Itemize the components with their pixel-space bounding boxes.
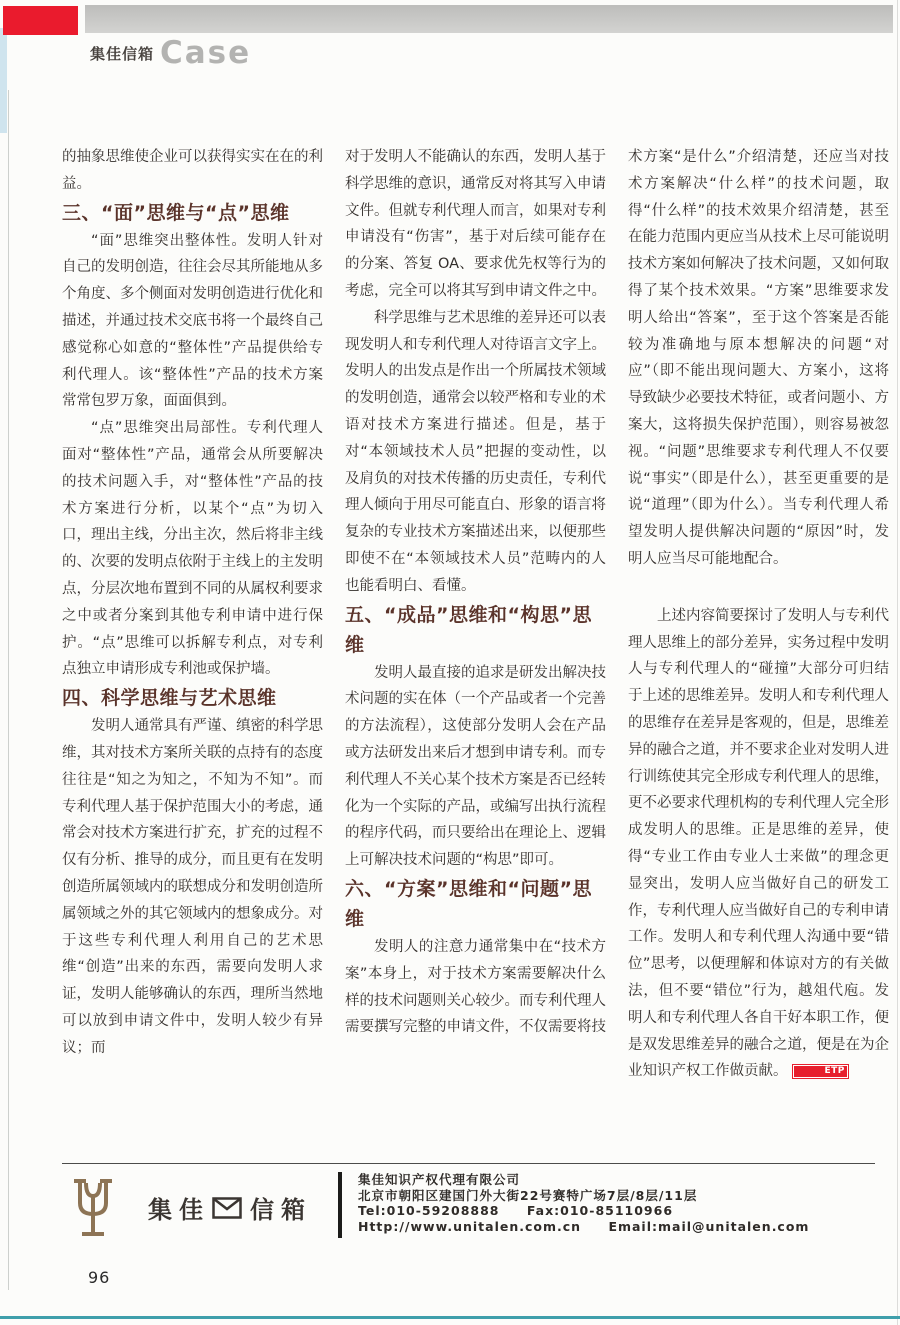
paragraph: 科学思维与艺术思维的差异还可以表现发明人和专利代理人对待语言文字上。发明人的出发点是作出一个所属技术领域的发明创造，通常会以较严格和专业的术语对技术方案进行描述。但是，基于对“本领域技术人员”把握的变动性，以及肩负的对技术传播的历史责任，专利代理人倾向于用尽可能直白、形象的语言将复杂的专业技术方案描述出来，以便那些即使不在“本领域技术人员”范畴内的人也能看明白、看懂。 — [345, 309, 606, 594]
footer-divider-rule — [62, 1163, 875, 1164]
section-heading-5: 五、“成品”思维和“构思”思维 — [345, 603, 592, 656]
paragraph: “点”思维突出局部性。专利代理人面对“整体性”产品，通常会从所要解决的技术问题入手，对“整体性”产品的技术方案进行分析，以某个“点”为切入口，理出主线，分出主次，然后将非主线的、次要的发明点依附于主线上的主发明点，分层次地布置到不同的从属权利要求之中或者分案到其他专利申请中进行保护。“点”思维可以拆解专利点，对专利点独立申请形成专利池或保护墙。 — [62, 420, 323, 678]
article-column-2 — [345, 144, 606, 1041]
section-heading-4: 四、科学思维与艺术思维 — [62, 687, 277, 710]
header-gray-bar — [85, 5, 893, 33]
article-column-1 — [62, 144, 323, 1062]
paragraph: “面”思维突出整体性。发明人针对自己的发明创造，往往会尽其所能地从多个角度、多个侧面对发明创造进行优化和描述，并通过技术交底书将一个最终自己感觉称心如意的“整体性”产品提供给专利代理人。该“整体性”产品的技术方案常常包罗万象，面面俱到。 — [62, 232, 323, 410]
article-column-3 — [628, 144, 889, 1085]
footer-vertical-bar — [338, 1172, 342, 1238]
envelope-icon — [212, 1197, 242, 1219]
footer-contact-info — [358, 1172, 809, 1234]
footer-email: Email:mail@unitalen.com — [608, 1218, 810, 1234]
closing-paragraph-text: 上述内容简要探讨了发明人与专利代理人思维上的部分差异，实务过程中发明人与专利代理人的“碰撞”大部分可归结于上述的思维差异。发明人和专利代理人的思维存在差异是客观的，但是，思维差异的融合之道，并不要求企业对发明人进行训练使其完全形成专利代理人的思维，更不必要求代理机构的专利代理人完全形成发明人的思维。正是思维的差异，使得“专业工作由专业人士来做”的理念更显突出，发明人应当做好自己的研发工作，专利代理人应当做好自己的专利申请工作。发明人和专利代理人沟通中要“错位”思考，以便理解和体谅对方的有关做法，但不要“错位”行为，越俎代庖。发明人和专利代理人各自干好本职工作，便是双发思维差异的融合之道，便是在为企业知识产权工作做贡献。 — [628, 607, 889, 1080]
paragraph: 发明人最直接的追求是研发出解决技术问题的实在体（一个产品或者一个完善的方法流程），这使部分发明人会在产品或方法研发出来后才想到申请专利。而专利代理人不关心某个技术方案是否已经转化为一个实际的产品，或编写出执行流程的程序代码，而只要给出在理论上、逻辑上可解决技术问题的“构思”即可。 — [345, 664, 606, 869]
paragraph: 对于发明人不能确认的东西，发明人基于科学思维的意识，通常反对将其写入申请文件。但就专利代理人而言，如果对专利申请没有“伤害”，基于对后续可能存在的分案、答复 OA、要求优先权等行为的考虑，完全可以将其写到申请文件之中。 — [345, 149, 606, 299]
footer-fax: Fax:010-85110966 — [526, 1203, 674, 1218]
section-heading-6: 六、“方案”思维和“问题”思维 — [345, 877, 592, 930]
footer-company-name: 集佳知识产权代理有限公司 — [358, 1172, 521, 1187]
page-number: 96 — [88, 1268, 111, 1287]
scan-edge-left — [8, 90, 9, 1290]
footer-brand — [148, 1190, 312, 1225]
header-brand-row — [90, 35, 252, 71]
paragraph: 的抽象思维使企业可以获得实实在在的利益。 — [62, 149, 323, 192]
paragraph: 发明人的注意力通常集中在“技术方案”本身上，对于技术方案需要解决什么样的技术问题则关心较少。而专利代理人需要撰写完整的申请文件，不仅需要将技 — [345, 938, 606, 1036]
header-brand-label: 集佳信箱 — [90, 45, 155, 63]
footer — [70, 1172, 809, 1238]
end-of-article-badge: ETP — [792, 1064, 849, 1079]
footer-phone-fax — [358, 1203, 809, 1219]
footer-teal-line — [0, 1316, 900, 1319]
scan-edge-blue — [0, 28, 7, 133]
footer-brand-right: 信箱 — [250, 1196, 312, 1224]
section-heading-3: 三、“面”思维与“点”思维 — [62, 201, 290, 224]
closing-paragraph — [628, 603, 889, 1085]
paragraph: 术方案“是什么”介绍清楚，还应当对技术方案解决“什么样”的技术问题，取得“什么样”的技术效果介绍清楚，甚至在能力范围内更应当从技术上尽可能说明技术方案如何解决了技术问题，又如何取得了某个技术效果。“方案”思维要求发明人给出“答案”，至于这个答案是否能较为准确地与原本想解决的问题“对应”（即不能出现问题大、方案小，这将导致缺少必要技术特征，或者问题小、方案大，这将损失保护范围），则容易被忽视。“问题”思维要求专利代理人不仅要说“事实”（即是什么），甚至更重要的是说“道理”（即为什么）。当专利代理人希望发明人提供解决问题的“原因”时，发明人应当尽可能地配合。 — [628, 149, 889, 567]
footer-website: Http://www.unitalen.com.cn — [358, 1218, 582, 1234]
footer-phone: Tel:010-59208888 — [358, 1203, 500, 1218]
footer-web-email — [358, 1219, 809, 1235]
header-red-block — [3, 6, 78, 35]
footer-address: 北京市朝阳区建国门外大街22号赛特广场7层/8层/11层 — [358, 1187, 698, 1203]
footer-brand-left: 集佳 — [148, 1196, 210, 1224]
scan-edge-right — [897, 0, 898, 1325]
unitalen-logo-icon — [70, 1176, 116, 1238]
header-section-label: Case — [160, 35, 252, 71]
paragraph: 发明人通常具有严谨、缜密的科学思维，其对技术方案所关联的点持有的态度往往是“知之为知之，不知为不知”。而专利代理人基于保护范围大小的考虑，通常会对技术方案进行扩充，扩充的过程不仅有分析、推导的成分，而且更有在发明创造所属领域内的联想成分和发明创造所属领域之外的其它领域内的想象成分。对于这些专利代理人利用自己的艺术思维“创造”出来的东西，需要向发明人求证，发明人能够确认的东西，理所当然地可以放到申请文件中，发明人较少有异议；而 — [62, 718, 323, 1056]
